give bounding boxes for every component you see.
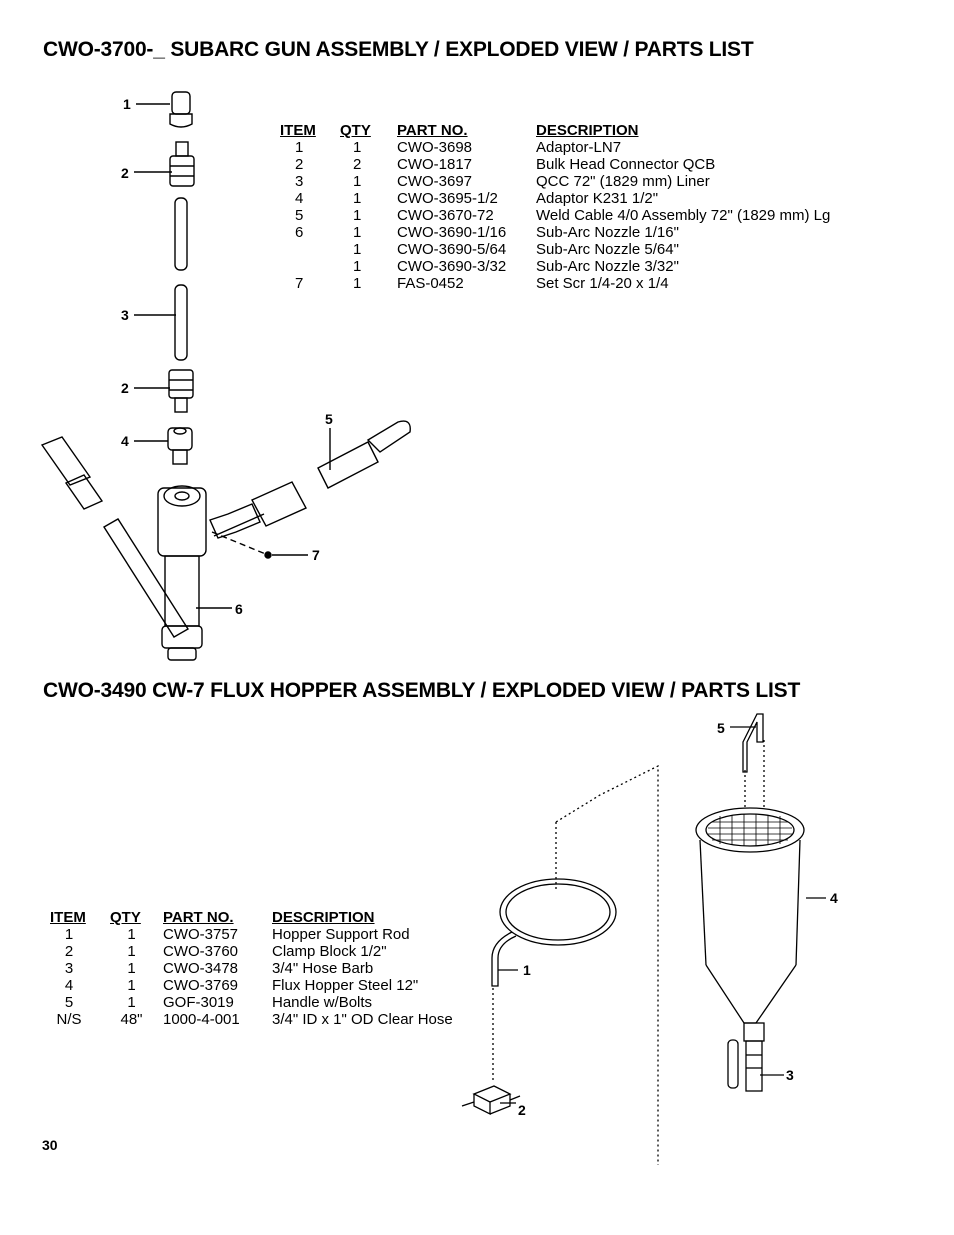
cell-description: Sub-Arc Nozzle 3/32" xyxy=(536,258,679,275)
callout-hopper-5: 5 xyxy=(717,720,725,736)
table-row xyxy=(280,139,830,156)
callout-7: 7 xyxy=(312,547,320,563)
cell-description: Bulk Head Connector QCB xyxy=(536,156,716,173)
table-row xyxy=(280,241,830,258)
cell-description: QCC 72" (1829 mm) Liner xyxy=(536,173,710,190)
header-item: ITEM xyxy=(280,122,316,139)
table-row xyxy=(50,926,453,943)
cell-item: 1 xyxy=(295,139,304,156)
callout-2: 2 xyxy=(121,165,129,181)
cell-description: 3/4" ID x 1" OD Clear Hose xyxy=(272,1011,453,1028)
cell-part-no: CWO-3760 xyxy=(163,943,239,960)
cell-item xyxy=(280,258,340,275)
table-row xyxy=(280,258,830,275)
cell-part-no: 1000-4-001 xyxy=(163,1011,240,1028)
table-row xyxy=(280,207,830,224)
callout-5: 5 xyxy=(325,411,333,427)
cell-description: Hopper Support Rod xyxy=(272,926,410,943)
cell-item: 2 xyxy=(64,943,74,960)
cell-qty: 1 xyxy=(353,173,362,190)
cell-qty: 1 xyxy=(127,943,136,960)
callout-hopper-3: 3 xyxy=(786,1067,794,1083)
section-title-subarc-gun: CWO-3700-_ SUBARC GUN ASSEMBLY / EXPLODED VIEW / PARTS LIST xyxy=(43,38,754,61)
header-qty: QTY xyxy=(340,122,371,139)
callout-3: 3 xyxy=(121,307,129,323)
cell-qty: 1 xyxy=(127,977,136,994)
cell-item: N/S xyxy=(56,1011,82,1028)
cell-part-no: CWO-1817 xyxy=(397,156,473,173)
table-row xyxy=(280,190,830,207)
callout-hopper-2: 2 xyxy=(518,1102,526,1118)
cell-qty: 2 xyxy=(353,156,362,173)
cell-part-no: CWO-3697 xyxy=(397,173,473,190)
flux-hopper-drawing xyxy=(462,714,826,1165)
header-part-no: PART NO. xyxy=(163,909,234,926)
cell-item: 5 xyxy=(295,207,304,224)
cell-qty: 1 xyxy=(127,994,136,1011)
table-row xyxy=(50,960,453,977)
cell-qty: 1 xyxy=(353,190,362,207)
table-row xyxy=(280,224,830,241)
cell-item xyxy=(280,241,340,258)
cell-part-no: CWO-3769 xyxy=(163,977,239,994)
cell-description: 3/4" Hose Barb xyxy=(272,960,374,977)
cell-qty: 1 xyxy=(353,258,362,275)
cell-qty: 48" xyxy=(120,1011,143,1028)
cell-qty: 1 xyxy=(127,926,136,943)
cell-item: 3 xyxy=(64,960,74,977)
table-row xyxy=(280,156,830,173)
cell-qty: 1 xyxy=(353,139,362,156)
table-row xyxy=(280,173,830,190)
cell-description: Flux Hopper Steel 12" xyxy=(272,977,419,994)
callout-hopper-4: 4 xyxy=(830,890,838,906)
cell-part-no: CWO-3757 xyxy=(163,926,239,943)
cell-part-no: GOF-3019 xyxy=(163,994,234,1011)
cell-part-no: FAS-0452 xyxy=(397,275,464,292)
cell-description: Weld Cable 4/0 Assembly 72" (1829 mm) Lg xyxy=(536,207,831,224)
cell-part-no: CWO-3690-5/64 xyxy=(397,241,507,258)
cell-item: 5 xyxy=(64,994,74,1011)
cell-part-no: CWO-3478 xyxy=(163,960,239,977)
cell-part-no: CWO-3690-3/32 xyxy=(397,258,507,275)
callout-2-lower: 2 xyxy=(121,380,129,396)
header-description: DESCRIPTION xyxy=(536,122,639,139)
cell-description: Sub-Arc Nozzle 1/16" xyxy=(536,224,679,241)
cell-item: 1 xyxy=(64,926,74,943)
cell-qty: 1 xyxy=(127,960,136,977)
header-item: ITEM xyxy=(50,909,86,926)
cell-description: Set Scr 1/4-20 x 1/4 xyxy=(536,275,669,292)
cell-part-no: CWO-3670-72 xyxy=(397,207,494,224)
cell-item: 7 xyxy=(295,275,304,292)
flux-hopper-parts-table xyxy=(50,909,453,1028)
cell-description: Sub-Arc Nozzle 5/64" xyxy=(536,241,679,258)
cell-qty: 1 xyxy=(353,241,362,258)
cell-item: 6 xyxy=(295,224,304,241)
table-row xyxy=(50,1011,453,1028)
subarc-gun-parts-table xyxy=(280,122,830,292)
cell-description: Adaptor-LN7 xyxy=(536,139,622,156)
cell-item: 2 xyxy=(295,156,304,173)
cell-description: Clamp Block 1/2" xyxy=(272,943,387,960)
cell-description: Handle w/Bolts xyxy=(272,994,373,1011)
callout-hopper-1: 1 xyxy=(523,962,531,978)
header-description: DESCRIPTION xyxy=(272,909,375,926)
callout-1: 1 xyxy=(123,96,131,112)
header-qty: QTY xyxy=(110,909,141,926)
table-row xyxy=(280,275,830,292)
callout-4: 4 xyxy=(121,433,129,449)
cell-part-no: CWO-3695-1/2 xyxy=(397,190,498,207)
callout-6: 6 xyxy=(235,601,243,617)
cell-item: 3 xyxy=(295,173,304,190)
cell-qty: 1 xyxy=(353,207,362,224)
cell-item: 4 xyxy=(295,190,304,207)
section-title-flux-hopper: CWO-3490 CW-7 FLUX HOPPER ASSEMBLY / EXPLODED VIEW / PARTS LIST xyxy=(43,679,801,702)
cell-qty: 1 xyxy=(353,275,362,292)
cell-part-no: CWO-3690-1/16 xyxy=(397,224,507,241)
cell-item: 4 xyxy=(64,977,74,994)
table-row xyxy=(50,943,453,960)
cell-part-no: CWO-3698 xyxy=(397,139,473,156)
cell-description: Adaptor K231 1/2" xyxy=(536,190,659,207)
header-part-no: PART NO. xyxy=(397,122,468,139)
table-row xyxy=(50,977,453,994)
cell-qty: 1 xyxy=(353,224,362,241)
page-number: 30 xyxy=(42,1137,58,1153)
table-row xyxy=(50,994,453,1011)
